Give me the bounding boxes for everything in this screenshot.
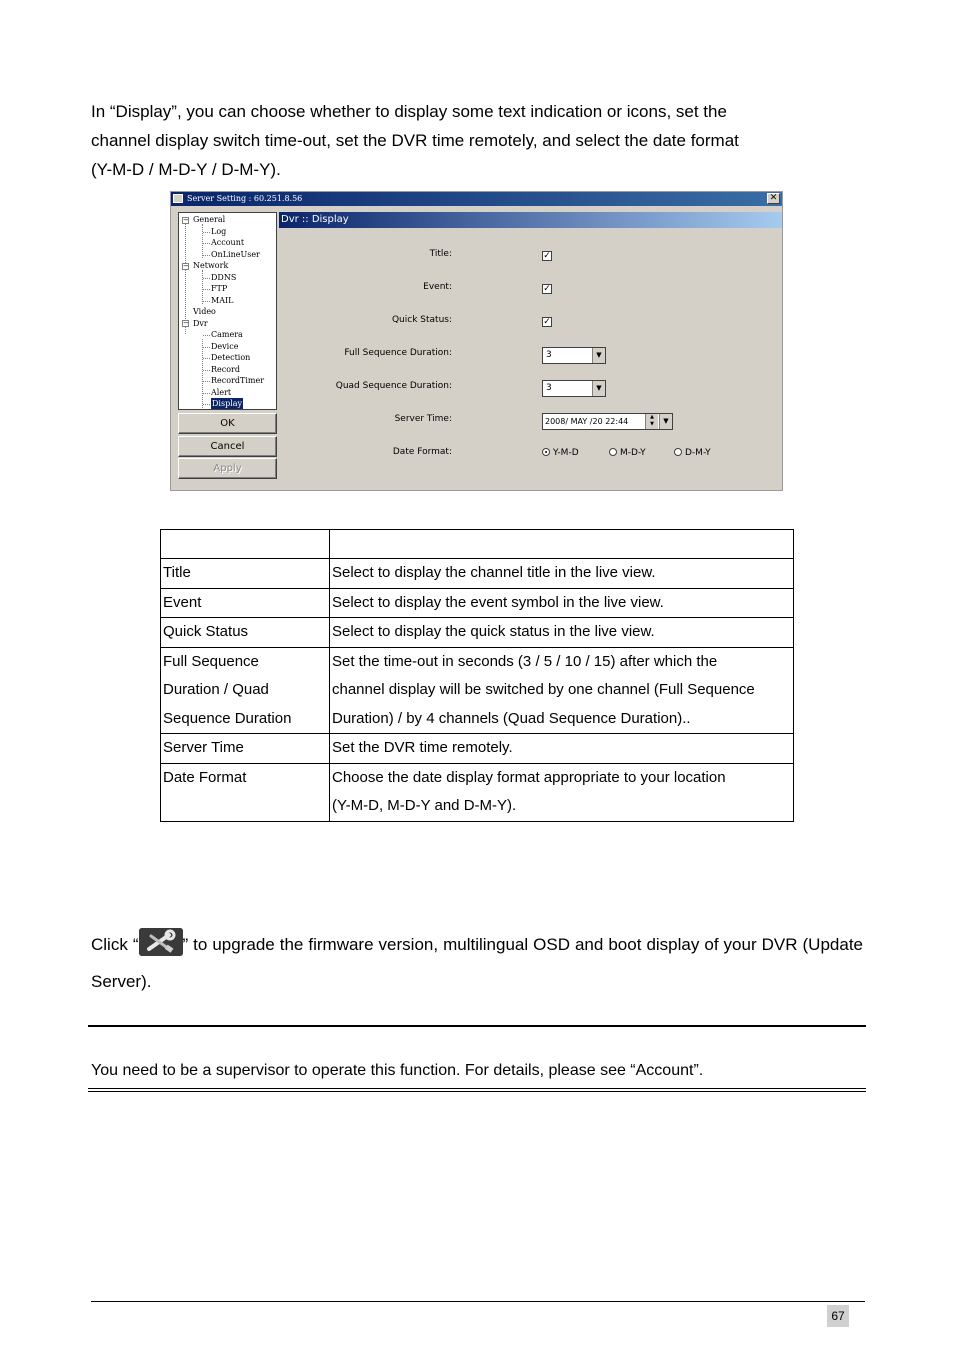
cell-line: Duration) / by 4 channels (Quad Sequence Duration).. [332, 709, 691, 727]
table-desc-cell [330, 647, 794, 734]
tree-branch [203, 232, 210, 233]
tree-collapse-icon[interactable]: − [183, 215, 189, 224]
server-time-value: 2008/ MAY /20 22:44 [545, 417, 629, 426]
table-item-cell [161, 647, 330, 734]
update-server-paragraph [91, 926, 863, 1000]
cell-line: Duration / Quad [163, 681, 269, 698]
table-header-cell [161, 530, 330, 559]
tree-branch [203, 255, 210, 256]
table-row [161, 647, 794, 734]
panel-header [279, 212, 782, 228]
full-sequence-select[interactable] [542, 347, 606, 364]
quick-status-label: Quick Status: [391, 315, 452, 325]
tree-branch [203, 404, 210, 405]
tree-item-onlineuser[interactable]: OnLineUser [211, 249, 260, 259]
tree-collapse-icon[interactable]: − [183, 319, 189, 327]
tree-line [202, 224, 203, 258]
tree-branch [203, 243, 210, 244]
date-format-label: Date Format: [392, 447, 452, 457]
tree-branch [203, 381, 210, 382]
tree-item-video[interactable]: Video [193, 307, 216, 316]
cancel-button[interactable]: Cancel [178, 436, 277, 457]
tree-line [185, 222, 186, 325]
table-row [161, 763, 794, 821]
table-row [161, 618, 794, 648]
tree-item-display[interactable]: Display [212, 399, 243, 408]
table-row [161, 734, 794, 764]
quad-sequence-value: 3 [546, 383, 552, 393]
page-number: 67 [827, 1305, 849, 1327]
tree-branch [203, 393, 210, 394]
tree-branch [203, 347, 210, 348]
title-label: Title: [429, 249, 452, 259]
radio-icon [609, 448, 617, 456]
table-item-cell: Date Format [161, 763, 330, 821]
tree-branch [203, 335, 210, 336]
date-format-radio-mdy[interactable] [609, 448, 646, 458]
tree-item-account[interactable]: Account [211, 238, 245, 247]
cell-line: channel display will be switched by one channel (Full Sequence [332, 681, 755, 698]
intro-line-3: (Y-M-D / M-D-Y / D-M-Y). [91, 160, 281, 179]
tree-item-ddns[interactable]: DDNS [211, 272, 237, 282]
intro-line-2: channel display switch time-out, set the DVR time remotely, and select the date format [91, 131, 739, 150]
tree-item-device[interactable]: Device [211, 341, 239, 351]
table-row [161, 588, 794, 618]
tools-icon[interactable] [139, 928, 183, 956]
tree-item-network[interactable]: Network [193, 261, 229, 270]
table-header-cell [330, 530, 794, 559]
title-checkbox[interactable]: ✓ [543, 251, 551, 261]
tree-item-mail[interactable]: MAIL [211, 295, 234, 305]
chevron-down-icon[interactable]: ▼ [592, 348, 605, 363]
event-checkbox[interactable]: ✓ [543, 284, 551, 294]
apply-button[interactable]: Apply [178, 458, 277, 479]
spin-updown-icon[interactable]: ▲ ▼ [645, 414, 658, 429]
supervisor-note: You need to be a supervisor to operate this function. For details, please see “Account”. [91, 1062, 704, 1079]
server-time-picker[interactable] [542, 413, 673, 430]
intro-paragraph [91, 97, 863, 184]
tree-branch [203, 358, 210, 359]
quad-sequence-select[interactable] [542, 380, 606, 397]
tree-line [202, 339, 203, 408]
tree-item-camera[interactable]: Camera [211, 330, 243, 339]
cell-line: (Y-M-D, M-D-Y and D-M-Y). [332, 797, 517, 814]
tree-item-log[interactable]: Log [211, 226, 227, 236]
intro-line-1: In “Display”, you can choose whether to display some text indication or icons, set the [91, 102, 727, 121]
tree-branch [203, 278, 210, 279]
tree-item-alert[interactable]: Alert [211, 387, 232, 397]
cell-line: Set the time-out in seconds (3 / 5 / 10 / 15) after which the [332, 652, 718, 670]
close-button[interactable]: ✕ [767, 193, 780, 204]
full-sequence-label: Full Sequence Duration: [344, 348, 452, 358]
tree-item-recordtimer[interactable]: RecordTimer [211, 376, 265, 385]
panel-title: Dvr :: Display [281, 214, 349, 225]
table-item-cell: Quick Status [161, 618, 330, 648]
radio-label: Y-M-D [553, 448, 579, 458]
date-format-radio-ymd[interactable] [542, 448, 579, 458]
table-desc-cell: Set the DVR time remotely. [330, 734, 794, 764]
table-row [161, 559, 794, 589]
cell-line: Full Sequence [163, 652, 259, 670]
table-header-row [161, 530, 794, 559]
table-desc-cell: Select to display the event symbol in the live view. [330, 588, 794, 618]
ok-button[interactable]: OK [178, 413, 277, 434]
table-item-cell: Server Time [161, 734, 330, 764]
table-desc-cell: Select to display the channel title in the live view. [330, 559, 794, 589]
chevron-down-icon[interactable]: ▼ [659, 414, 672, 429]
dialog-titlebar [171, 192, 782, 206]
table-desc-cell: Select to display the quick status in the live view. [330, 618, 794, 648]
tree-branch [203, 289, 210, 290]
tree-item-record[interactable]: Record [211, 364, 240, 374]
table-item-cell: Event [161, 588, 330, 618]
tree-item-dvr[interactable]: Dvr [193, 318, 208, 328]
tree-branch [203, 301, 210, 302]
tree-item-detection[interactable]: Detection [211, 353, 251, 362]
radio-icon [674, 448, 682, 456]
tree-collapse-icon[interactable]: − [183, 261, 189, 270]
note-bottom-rule [88, 1088, 866, 1092]
cell-line: Sequence Duration [163, 709, 292, 727]
event-label: Event: [423, 282, 452, 292]
tree-line [202, 270, 203, 304]
app-icon [173, 194, 183, 203]
server-time-label: Server Time: [394, 414, 452, 424]
full-sequence-value: 3 [546, 350, 552, 360]
note-top-rule [88, 1025, 866, 1027]
cell-line: Choose the date display format appropriate to your location [332, 768, 726, 786]
chevron-down-icon[interactable]: ▼ [592, 381, 605, 396]
tree-item-ftp[interactable]: FTP [211, 284, 228, 293]
server-setting-dialog [170, 191, 783, 491]
quad-sequence-label: Quad Sequence Duration: [335, 381, 452, 391]
update-text-after: ” to upgrade the firmware version, multilingual OSD and boot display of your DVR (Update Server). [91, 935, 863, 991]
table-item-cell: Title [161, 559, 330, 589]
window-title: Server Setting : 60.251.8.56 [187, 194, 303, 203]
radio-label: D-M-Y [685, 448, 711, 458]
radio-label: M-D-Y [620, 448, 646, 458]
tree-item-general[interactable]: General [193, 215, 226, 224]
update-text-before: Click “ [91, 935, 139, 954]
radio-selected-icon [542, 448, 550, 456]
tree-branch [203, 370, 210, 371]
table-desc-cell [330, 763, 794, 821]
quick-status-checkbox[interactable]: ✓ [543, 317, 551, 327]
date-format-radio-dmy[interactable] [674, 448, 711, 458]
footer-rule [91, 1301, 865, 1302]
display-options-table [160, 529, 794, 822]
